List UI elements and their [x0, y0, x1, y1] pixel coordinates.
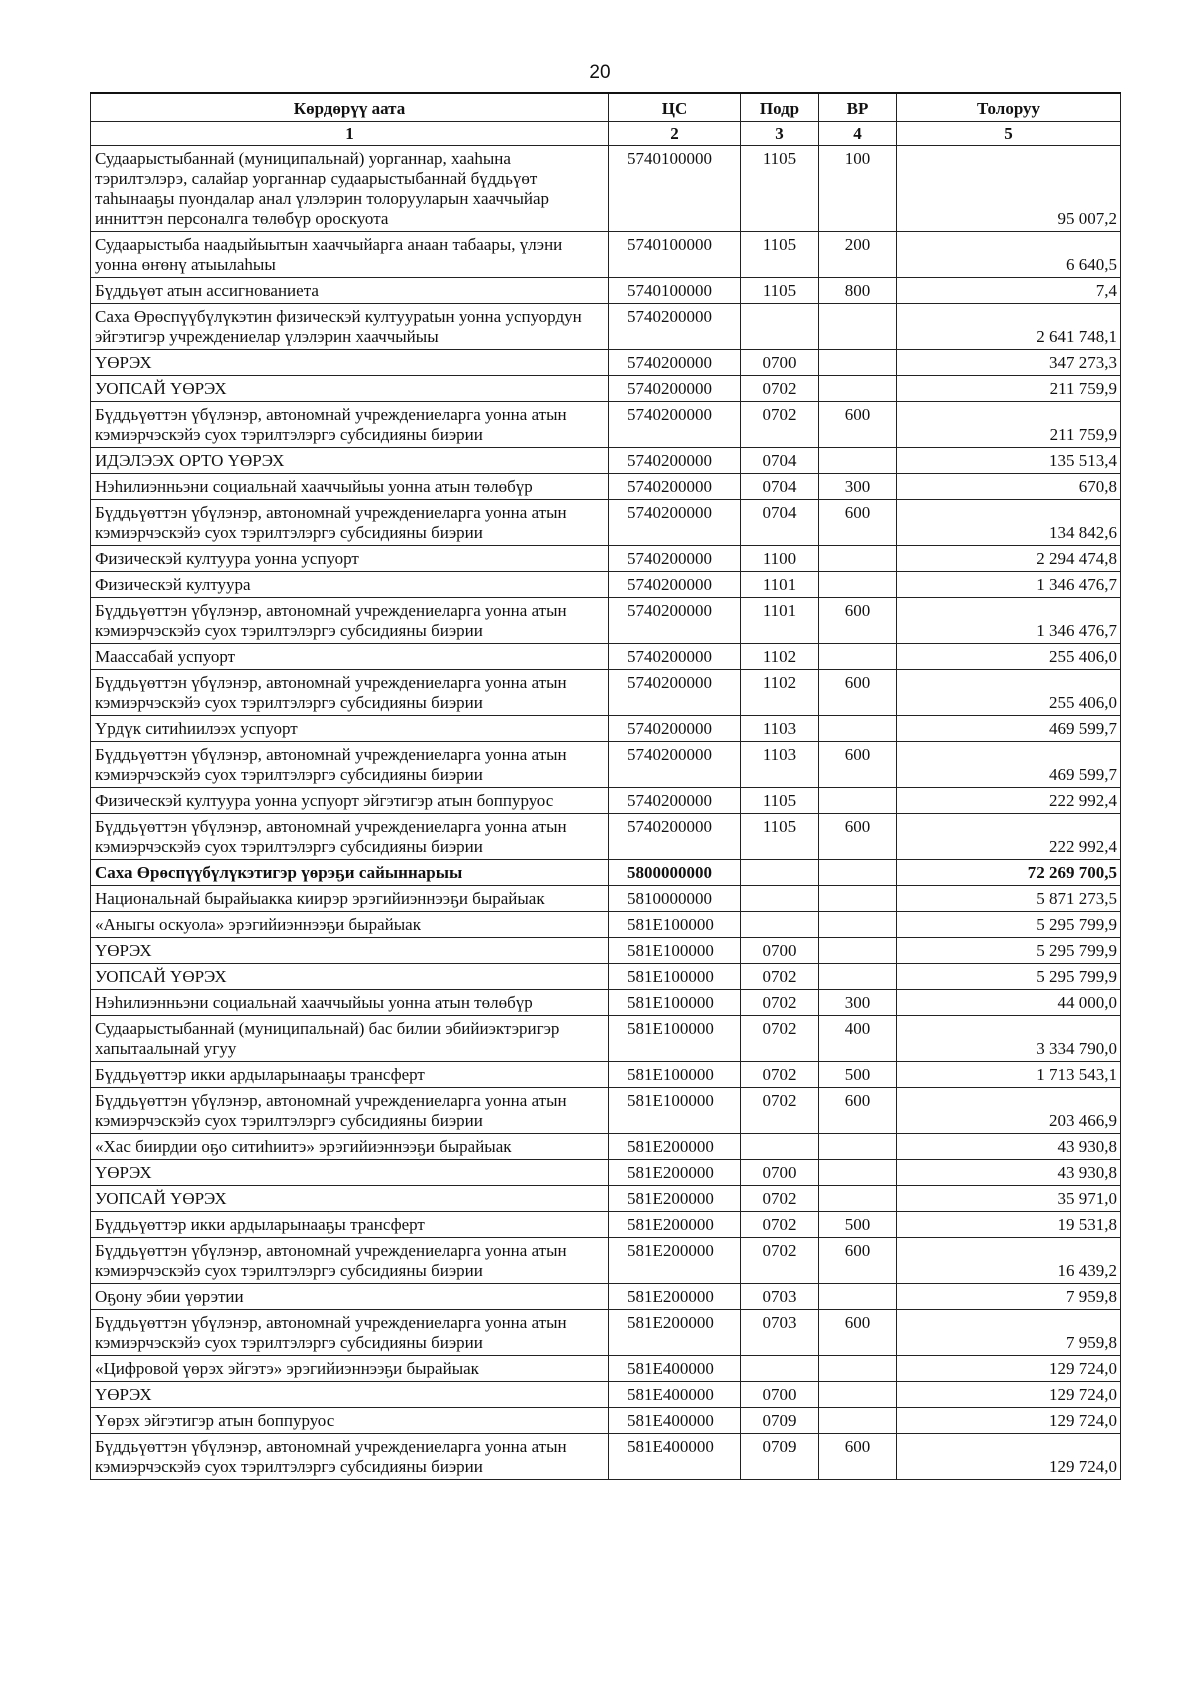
row-vr-code: [819, 448, 897, 474]
table-row: [91, 964, 1121, 990]
row-podr-code: 0702: [741, 1186, 819, 1212]
row-vr-code: [819, 886, 897, 912]
table-row: [91, 1186, 1121, 1212]
row-podr-code: [741, 304, 819, 350]
table-row: [91, 402, 1121, 448]
row-cs-code: 581E200000: [609, 1238, 741, 1284]
row-cs-code: 5740200000: [609, 572, 741, 598]
row-podr-code: 0700: [741, 1382, 819, 1408]
row-vr-code: [819, 788, 897, 814]
column-number-1: 1: [91, 122, 609, 146]
row-podr-code: 0700: [741, 938, 819, 964]
header-cs: ЦС: [609, 93, 741, 122]
table-row: [91, 990, 1121, 1016]
row-podr-code: 0702: [741, 402, 819, 448]
table-row: [91, 1062, 1121, 1088]
row-cs-code: 5740200000: [609, 304, 741, 350]
row-podr-code: 1105: [741, 278, 819, 304]
row-total: 35 971,0: [897, 1186, 1121, 1212]
row-cs-code: 5810000000: [609, 886, 741, 912]
row-name: Үөрэх эйгэтигэр атын боппуруос: [91, 1408, 609, 1434]
row-podr-code: 1105: [741, 788, 819, 814]
row-cs-code: 581E400000: [609, 1356, 741, 1382]
row-total: 43 930,8: [897, 1134, 1121, 1160]
row-name: «Цифровой үөрэх эйгэтэ» эрэгийиэннээҕи бырайыак: [91, 1356, 609, 1382]
row-cs-code: 5740200000: [609, 716, 741, 742]
row-total: 347 273,3: [897, 350, 1121, 376]
row-cs-code: 5740200000: [609, 402, 741, 448]
row-podr-code: [741, 1134, 819, 1160]
row-vr-code: [819, 938, 897, 964]
row-name: Үрдүк ситиһиилээх успуорт: [91, 716, 609, 742]
row-vr-code: 600: [819, 500, 897, 546]
row-cs-code: 5740200000: [609, 546, 741, 572]
row-cs-code: 5740200000: [609, 376, 741, 402]
row-cs-code: 581E200000: [609, 1160, 741, 1186]
row-cs-code: 5740200000: [609, 814, 741, 860]
row-vr-code: 300: [819, 990, 897, 1016]
row-name: Бүддьүөттэр икки ардыларынааҕы трансферт: [91, 1212, 609, 1238]
row-vr-code: [819, 1382, 897, 1408]
row-total: 222 992,4: [897, 788, 1121, 814]
row-vr-code: 600: [819, 402, 897, 448]
row-name: Судаарыстыба наадыйыытын хааччыйарга анаан табаары, үлэни уонна өҥөнү атыылаһыы: [91, 232, 609, 278]
row-podr-code: 1105: [741, 232, 819, 278]
row-podr-code: 1102: [741, 670, 819, 716]
table-row: [91, 1088, 1121, 1134]
row-total: 670,8: [897, 474, 1121, 500]
table-row: [91, 1310, 1121, 1356]
table-row: [91, 232, 1121, 278]
row-podr-code: 1101: [741, 572, 819, 598]
row-name: Саха Өрөспүүбүлүкэтин физическэй култуураtын уонна успуордун эйгэтигэр учреждениелар үлэлэрин хааччыйыы: [91, 304, 609, 350]
row-name: Саха Өрөспүүбүлүкэтигэр үөрэҕи сайыннарыы: [91, 860, 609, 886]
row-total: 19 531,8: [897, 1212, 1121, 1238]
row-name: Национальнай бырайыакка киирэр эрэгийиэннээҕи бырайыак: [91, 886, 609, 912]
table-row: [91, 1434, 1121, 1480]
row-total: 255 406,0: [897, 644, 1121, 670]
row-cs-code: 581E200000: [609, 1284, 741, 1310]
row-cs-code: 5740200000: [609, 474, 741, 500]
row-podr-code: 1101: [741, 598, 819, 644]
table-row: [91, 860, 1121, 886]
row-name: «Аныгы оскуола» эрэгийиэннээҕи бырайыак: [91, 912, 609, 938]
row-name: Бүддьүөттэр икки ардыларынааҕы трансферт: [91, 1062, 609, 1088]
header-vr: ВР: [819, 93, 897, 122]
table-row: [91, 546, 1121, 572]
row-podr-code: 1102: [741, 644, 819, 670]
row-name: «Хас биирдии оҕо ситиһиитэ» эрэгийиэннээҕи бырайыак: [91, 1134, 609, 1160]
row-cs-code: 5740200000: [609, 644, 741, 670]
row-cs-code: 5740100000: [609, 278, 741, 304]
row-podr-code: [741, 912, 819, 938]
table-row: [91, 598, 1121, 644]
row-podr-code: 0704: [741, 500, 819, 546]
row-total: 135 513,4: [897, 448, 1121, 474]
row-vr-code: [819, 716, 897, 742]
row-cs-code: 5740200000: [609, 788, 741, 814]
row-name: УОПСАЙ ҮӨРЭХ: [91, 1186, 609, 1212]
row-podr-code: [741, 886, 819, 912]
row-cs-code: 581E100000: [609, 990, 741, 1016]
row-cs-code: 581E100000: [609, 1062, 741, 1088]
budget-table: [90, 92, 1121, 1480]
table-row: [91, 278, 1121, 304]
row-total: 5 295 799,9: [897, 964, 1121, 990]
table-row: [91, 448, 1121, 474]
table-row: [91, 670, 1121, 716]
row-podr-code: 0702: [741, 964, 819, 990]
row-vr-code: 600: [819, 814, 897, 860]
row-name: Бүддьүөттэн үбүлэнэр, автономнай учреждениеларга уонна атын кэмиэрчэскэйэ суох тэрилтэлэргэ субсидияны биэрии: [91, 1088, 609, 1134]
row-vr-code: 600: [819, 1434, 897, 1480]
row-name: Бүддьүөт атын ассигнованиета: [91, 278, 609, 304]
row-podr-code: 1103: [741, 716, 819, 742]
row-podr-code: 0702: [741, 1016, 819, 1062]
row-vr-code: [819, 1186, 897, 1212]
row-name: УОПСАЙ ҮӨРЭХ: [91, 964, 609, 990]
row-name: УОПСАЙ ҮӨРЭХ: [91, 376, 609, 402]
row-total: 2 294 474,8: [897, 546, 1121, 572]
row-total: 129 724,0: [897, 1356, 1121, 1382]
table-row: [91, 1134, 1121, 1160]
row-total: 134 842,6: [897, 500, 1121, 546]
table-row: [91, 500, 1121, 546]
row-total: 7,4: [897, 278, 1121, 304]
row-cs-code: 5740200000: [609, 670, 741, 716]
row-podr-code: 0702: [741, 1238, 819, 1284]
row-cs-code: 581E100000: [609, 1088, 741, 1134]
row-vr-code: 600: [819, 598, 897, 644]
row-cs-code: 5740200000: [609, 350, 741, 376]
row-podr-code: 1105: [741, 814, 819, 860]
row-vr-code: 200: [819, 232, 897, 278]
row-name: Нэһилиэнньэни социальнай хааччыйыы уонна атын төлөбүр: [91, 990, 609, 1016]
row-total: 3 334 790,0: [897, 1016, 1121, 1062]
row-name: Физическэй култуура уонна успуорт эйгэтигэр атын боппуруос: [91, 788, 609, 814]
row-name: Оҕону эбии үөрэтии: [91, 1284, 609, 1310]
table-row: [91, 716, 1121, 742]
row-vr-code: 600: [819, 1088, 897, 1134]
row-cs-code: 5740200000: [609, 448, 741, 474]
row-name: Физическэй култуура: [91, 572, 609, 598]
row-cs-code: 581E200000: [609, 1310, 741, 1356]
row-name: Физическэй култуура уонна успуорт: [91, 546, 609, 572]
column-number-row: [91, 122, 1121, 146]
row-total: 44 000,0: [897, 990, 1121, 1016]
table-row: [91, 1160, 1121, 1186]
row-cs-code: 581E100000: [609, 1016, 741, 1062]
row-vr-code: 800: [819, 278, 897, 304]
table-row: [91, 1212, 1121, 1238]
row-vr-code: 100: [819, 146, 897, 232]
row-name: Судаарыстыбаннай (муниципальнай) бас билии эбийиэктэригэр хапытаалынай угуу: [91, 1016, 609, 1062]
header-row: [91, 93, 1121, 122]
row-podr-code: 0702: [741, 1212, 819, 1238]
table-row: [91, 572, 1121, 598]
row-podr-code: 0702: [741, 990, 819, 1016]
table-row: [91, 742, 1121, 788]
table-row: [91, 886, 1121, 912]
table-body: [91, 146, 1121, 1480]
row-total: 1 346 476,7: [897, 598, 1121, 644]
column-number-4: 4: [819, 122, 897, 146]
row-podr-code: 0703: [741, 1310, 819, 1356]
table-row: [91, 146, 1121, 232]
row-total: 469 599,7: [897, 742, 1121, 788]
row-total: 5 295 799,9: [897, 938, 1121, 964]
row-cs-code: 581E200000: [609, 1134, 741, 1160]
column-number-3: 3: [741, 122, 819, 146]
row-total: 129 724,0: [897, 1382, 1121, 1408]
row-cs-code: 5740200000: [609, 598, 741, 644]
table-row: [91, 1238, 1121, 1284]
row-podr-code: 0702: [741, 376, 819, 402]
row-podr-code: [741, 860, 819, 886]
row-cs-code: 581E200000: [609, 1186, 741, 1212]
table-row: [91, 1356, 1121, 1382]
row-vr-code: [819, 572, 897, 598]
row-cs-code: 5800000000: [609, 860, 741, 886]
row-vr-code: 600: [819, 1238, 897, 1284]
row-name: Нэһилиэнньэни социальнай хааччыйыы уонна атын төлөбүр: [91, 474, 609, 500]
row-vr-code: [819, 860, 897, 886]
row-total: 211 759,9: [897, 402, 1121, 448]
row-vr-code: 300: [819, 474, 897, 500]
row-total: 211 759,9: [897, 376, 1121, 402]
row-podr-code: [741, 1356, 819, 1382]
row-vr-code: [819, 304, 897, 350]
row-vr-code: [819, 376, 897, 402]
column-number-5: 5: [897, 122, 1121, 146]
row-name: Бүддьүөттэн үбүлэнэр, автономнай учреждениеларга уонна атын кэмиэрчэскэйэ суох тэрилтэлэргэ субсидияны биэрии: [91, 742, 609, 788]
row-total: 1 713 543,1: [897, 1062, 1121, 1088]
row-total: 5 295 799,9: [897, 912, 1121, 938]
row-podr-code: 0700: [741, 350, 819, 376]
table-row: [91, 912, 1121, 938]
header-indicator-name: Көрдөрүү аата: [91, 93, 609, 122]
row-name: ҮӨРЭХ: [91, 938, 609, 964]
row-total: 129 724,0: [897, 1434, 1121, 1480]
table-row: [91, 376, 1121, 402]
row-podr-code: 0702: [741, 1062, 819, 1088]
row-vr-code: [819, 1356, 897, 1382]
row-name: ҮӨРЭХ: [91, 1160, 609, 1186]
row-podr-code: 0704: [741, 474, 819, 500]
row-name: Судаарыстыбаннай (муниципальнай) уорганнар, хааһына тэрилтэлэрэ, салайар уорганнар судаарыстыбаннай бүддьүөт таһынааҕы пуондалар анал үлэлэрин толорууларын хааччыйар инниттэн персоналга төлөбүр ороскуота: [91, 146, 609, 232]
table-row: [91, 1382, 1121, 1408]
row-podr-code: 1103: [741, 742, 819, 788]
row-vr-code: 400: [819, 1016, 897, 1062]
row-vr-code: [819, 1134, 897, 1160]
row-total: 2 641 748,1: [897, 304, 1121, 350]
row-cs-code: 581E100000: [609, 912, 741, 938]
row-total: 129 724,0: [897, 1408, 1121, 1434]
row-cs-code: 581E100000: [609, 964, 741, 990]
row-podr-code: 1105: [741, 146, 819, 232]
row-total: 203 466,9: [897, 1088, 1121, 1134]
row-podr-code: 0709: [741, 1408, 819, 1434]
row-total: 6 640,5: [897, 232, 1121, 278]
row-vr-code: [819, 350, 897, 376]
row-vr-code: [819, 912, 897, 938]
row-vr-code: [819, 1284, 897, 1310]
table-row: [91, 474, 1121, 500]
row-total: 1 346 476,7: [897, 572, 1121, 598]
row-name: Бүддьүөттэн үбүлэнэр, автономнай учреждениеларга уонна атын кэмиэрчэскэйэ суох тэрилтэлэргэ субсидияны биэрии: [91, 670, 609, 716]
row-cs-code: 5740200000: [609, 500, 741, 546]
table-row: [91, 1016, 1121, 1062]
row-name: ИДЭЛЭЭХ ОРТО ҮӨРЭХ: [91, 448, 609, 474]
row-podr-code: 0709: [741, 1434, 819, 1480]
row-vr-code: 600: [819, 670, 897, 716]
table-row: [91, 938, 1121, 964]
row-cs-code: 581E400000: [609, 1382, 741, 1408]
page-number: 20: [589, 62, 611, 83]
row-podr-code: 0700: [741, 1160, 819, 1186]
row-total: 72 269 700,5: [897, 860, 1121, 886]
row-cs-code: 5740200000: [609, 742, 741, 788]
header-podr: Подр: [741, 93, 819, 122]
row-total: 255 406,0: [897, 670, 1121, 716]
table-row: [91, 350, 1121, 376]
row-podr-code: 0703: [741, 1284, 819, 1310]
row-name: Маассабай успуорт: [91, 644, 609, 670]
row-name: Бүддьүөттэн үбүлэнэр, автономнай учреждениеларга уонна атын кэмиэрчэскэйэ суох тэрилтэлэргэ субсидияны биэрии: [91, 1310, 609, 1356]
row-name: Бүддьүөттэн үбүлэнэр, автономнай учреждениеларга уонна атын кэмиэрчэскэйэ суох тэрилтэлэргэ субсидияны биэрии: [91, 402, 609, 448]
row-total: 43 930,8: [897, 1160, 1121, 1186]
row-vr-code: [819, 1160, 897, 1186]
table-row: [91, 788, 1121, 814]
row-vr-code: 500: [819, 1062, 897, 1088]
row-name: Бүддьүөттэн үбүлэнэр, автономнай учреждениеларга уонна атын кэмиэрчэскэйэ суох тэрилтэлэргэ субсидияны биэрии: [91, 1434, 609, 1480]
budget-table-container: [90, 92, 1120, 1480]
row-total: 469 599,7: [897, 716, 1121, 742]
header-total: Толоруу: [897, 93, 1121, 122]
row-total: 222 992,4: [897, 814, 1121, 860]
row-total: 7 959,8: [897, 1310, 1121, 1356]
row-vr-code: [819, 644, 897, 670]
row-total: 7 959,8: [897, 1284, 1121, 1310]
row-podr-code: 0702: [741, 1088, 819, 1134]
table-row: [91, 1284, 1121, 1310]
row-name: ҮӨРЭХ: [91, 350, 609, 376]
column-number-2: 2: [609, 122, 741, 146]
row-name: Бүддьүөттэн үбүлэнэр, автономнай учреждениеларга уонна атын кэмиэрчэскэйэ суох тэрилтэлэргэ субсидияны биэрии: [91, 1238, 609, 1284]
row-vr-code: 600: [819, 742, 897, 788]
table-header: [91, 93, 1121, 146]
row-vr-code: [819, 546, 897, 572]
row-total: 5 871 273,5: [897, 886, 1121, 912]
row-cs-code: 581E400000: [609, 1408, 741, 1434]
row-cs-code: 5740100000: [609, 232, 741, 278]
row-vr-code: [819, 964, 897, 990]
row-name: ҮӨРЭХ: [91, 1382, 609, 1408]
row-total: 95 007,2: [897, 146, 1121, 232]
row-podr-code: 0704: [741, 448, 819, 474]
row-name: Бүддьүөттэн үбүлэнэр, автономнай учреждениеларга уонна атын кэмиэрчэскэйэ суох тэрилтэлэргэ субсидияны биэрии: [91, 814, 609, 860]
table-row: [91, 644, 1121, 670]
row-vr-code: 500: [819, 1212, 897, 1238]
row-cs-code: 581E100000: [609, 938, 741, 964]
row-name: Бүддьүөттэн үбүлэнэр, автономнай учреждениеларга уонна атын кэмиэрчэскэйэ суох тэрилтэлэргэ субсидияны биэрии: [91, 500, 609, 546]
row-name: Бүддьүөттэн үбүлэнэр, автономнай учреждениеларга уонна атын кэмиэрчэскэйэ суох тэрилтэлэргэ субсидияны биэрии: [91, 598, 609, 644]
table-row: [91, 814, 1121, 860]
table-row: [91, 304, 1121, 350]
table-row: [91, 1408, 1121, 1434]
row-podr-code: 1100: [741, 546, 819, 572]
row-cs-code: 581E200000: [609, 1212, 741, 1238]
row-vr-code: [819, 1408, 897, 1434]
row-vr-code: 600: [819, 1310, 897, 1356]
row-cs-code: 5740100000: [609, 146, 741, 232]
row-cs-code: 581E400000: [609, 1434, 741, 1480]
row-total: 16 439,2: [897, 1238, 1121, 1284]
